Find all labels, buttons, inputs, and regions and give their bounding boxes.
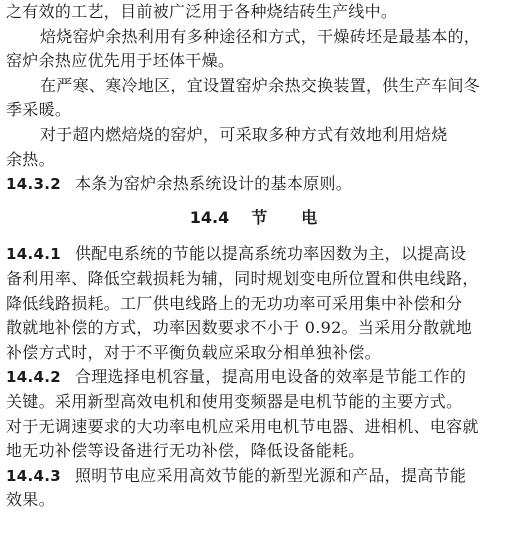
clause-14-4-3: [6, 464, 501, 513]
paragraph-line: 关键。采用新型高效电机和使用变频器是电机节能的主要方式。: [6, 391, 463, 411]
section-title-char: 节: [251, 207, 268, 227]
paragraph-line: 在严寒、寒冷地区，宜设置窑炉余热交换装置，供生产车间冬: [40, 75, 481, 95]
clause-text: 供配电系统的节能以提高系统功率因数为主，以提高设: [74, 244, 467, 264]
paragraph-line: 散就地补偿的方式，功率因数要求不小于 0.92。当采用分散就地: [6, 318, 473, 338]
paragraph-line: 效果。: [6, 490, 55, 510]
section-title-char: 电: [301, 207, 318, 227]
paragraph-line: 焙烧窑炉余热利用有多种途径和方式，干燥砖坯是最基本的，: [40, 26, 481, 46]
paragraph-line: 地无功补偿等设备进行无功补偿，降低设备能耗。: [6, 441, 365, 461]
clause-14-4-1: [6, 242, 501, 365]
paragraph-line: 季采暖。: [6, 100, 72, 120]
paragraph-line: 之有效的工艺，目前被广泛用于各种烧结砖生产线中。: [6, 2, 398, 21]
paragraph-line: 备利用率、降低空载损耗为辅，同时规划变电所位置和供电线路，: [6, 268, 479, 288]
clause-text: 本条为窑炉余热系统设计的基本原则。: [74, 174, 353, 194]
paragraph-line: 补偿方式时，对于不平衡负载应采取分相单独补偿。: [6, 342, 381, 362]
paragraph-line: 窑炉余热应优先用于坯体干燥。: [6, 51, 235, 71]
clause-first-line: [6, 365, 501, 390]
paragraph-line: 对于无调速要求的大功率电机应采用电机节电器、进相机、电容就: [6, 416, 479, 436]
clause-first-line: [6, 242, 501, 267]
clause-first-line: [6, 464, 501, 489]
clause-text: 照明节电应采用高效节能的新型光源和产品，提高节能: [74, 465, 467, 485]
clause-text: 合理选择电机容量，提高用电设备的效率是节能工作的: [74, 367, 467, 387]
intro-section: [6, 0, 501, 172]
clause-number: 14.4.1: [6, 245, 61, 264]
clause-number: 14.4.3: [6, 466, 61, 485]
paragraph-line: 对于超内燃焙烧的窑炉，可采取多种方式有效地利用焙烧: [40, 124, 448, 144]
paragraph-line: 降低线路损耗。工厂供电线路上的无功功率可采用集中补偿和分: [6, 293, 463, 313]
paragraph-line: 余热。: [6, 149, 55, 169]
clause-number: 14.3.2: [6, 175, 61, 194]
section-number: 14.4: [189, 207, 230, 227]
clause-14-4-2: [6, 365, 501, 463]
clause-number: 14.4.2: [6, 368, 61, 387]
section-heading: [6, 206, 501, 231]
clause-14-3-2: [6, 172, 501, 197]
